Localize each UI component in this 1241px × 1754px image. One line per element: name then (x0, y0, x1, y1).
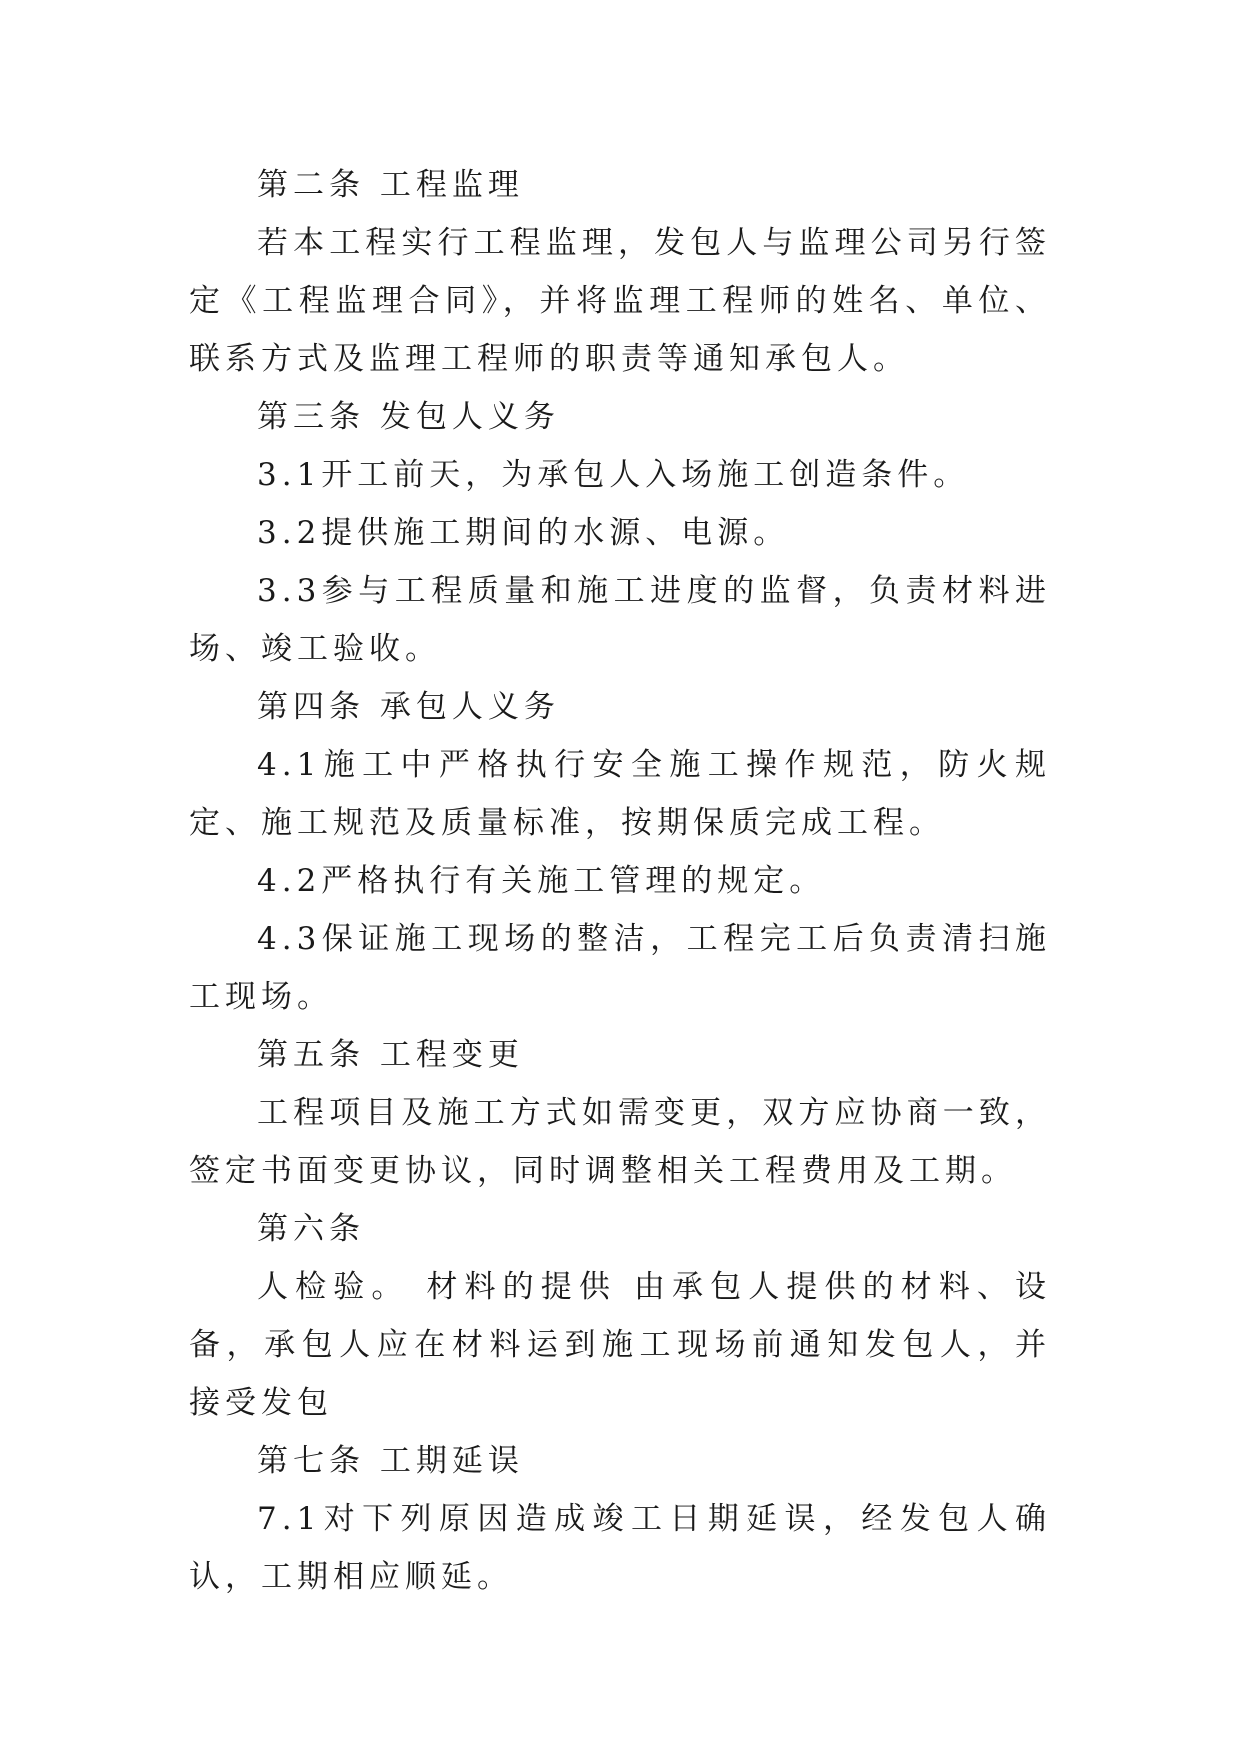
document-body (189, 156, 1051, 1606)
article-2-heading: 第二条 工程监理 (257, 167, 524, 203)
article-4-heading: 第四条 承包人义务 (257, 689, 560, 725)
article-6-text: 人检验。 材料的提供 由承包人提供的材料、设备，承包人应在材料运到施工现场前通知发包人，并接受发包 (189, 1269, 1051, 1421)
clause-3-1: 3.1开工前天，为承包人入场施工创造条件。 (257, 457, 970, 493)
article-5-heading: 第五条 工程变更 (257, 1037, 524, 1073)
article-3-heading: 第三条 发包人义务 (257, 399, 560, 435)
article-2-text: 若本工程实行工程监理，发包人与监理公司另行签定《工程监理合同》，并将监理工程师的姓名、单位、联系方式及监理工程师的职责等通知承包人。 (189, 225, 1051, 377)
article-7-heading: 第七条 工期延误 (257, 1443, 524, 1479)
clause-4-2: 4.2严格执行有关施工管理的规定。 (257, 863, 826, 899)
article-5-text: 工程项目及施工方式如需变更，双方应协商一致，签定书面变更协议，同时调整相关工程费用及工期。 (189, 1095, 1051, 1189)
clause-4-1: 4.1施工中严格执行安全施工操作规范，防火规定、施工规范及质量标准，按期保质完成工程。 (189, 747, 1051, 841)
clause-3-3: 3.3参与工程质量和施工进度的监督，负责材料进场、竣工验收。 (189, 573, 1051, 667)
clause-3-2: 3.2提供施工期间的水源、电源。 (257, 515, 790, 551)
clause-7-1: 7.1对下列原因造成竣工日期延误，经发包人确认，工期相应顺延。 (189, 1501, 1051, 1595)
article-6-heading: 第六条 (257, 1211, 365, 1247)
clause-4-3: 4.3保证施工现场的整洁，工程完工后负责清扫施工现场。 (189, 921, 1051, 1015)
